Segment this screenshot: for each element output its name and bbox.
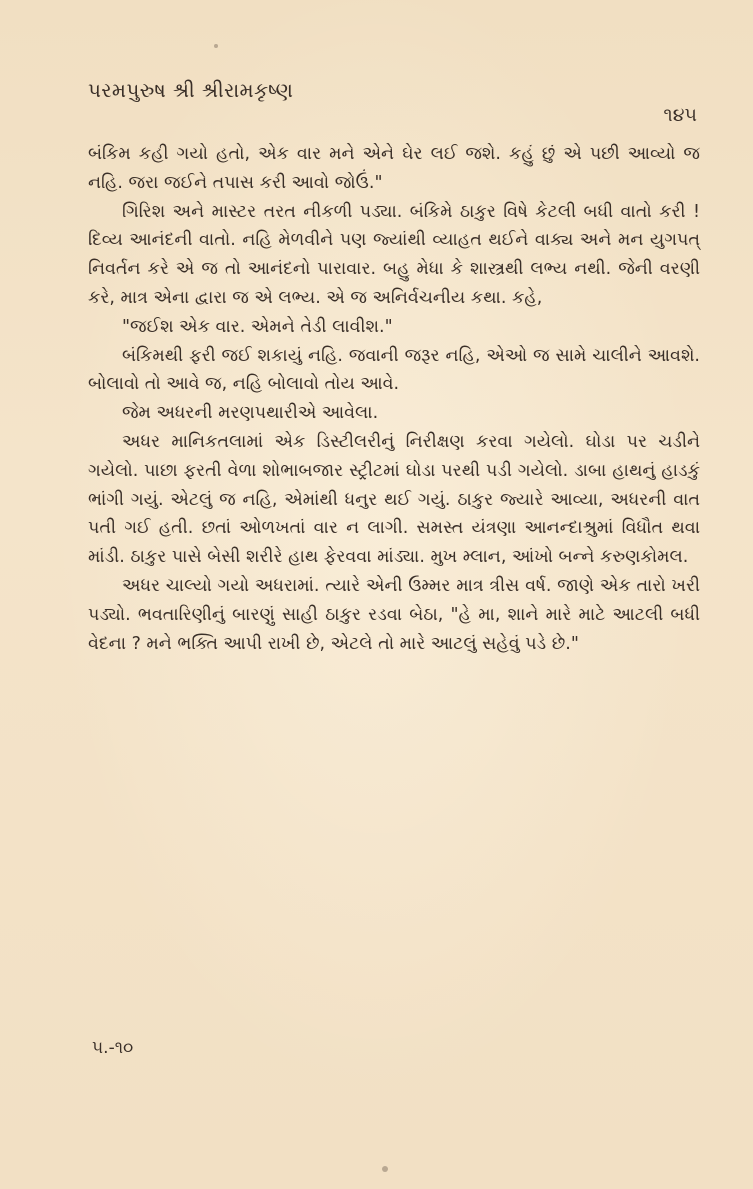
body-text <box>88 140 700 658</box>
paragraph-continuation: બંકિમ કહી ગયો હતો, એક વાર મને એને ઘેર લઈ જશે. કહું છું એ પછી આવ્યો જ નહિ. જરા જઈને તપાસ કરી આવો જોઉં." <box>88 144 700 193</box>
paragraph: બંકિમથી ફરી જઈ શકાયું નહિ. જવાની જરૂર નહિ, એઓ જ સામે ચાલીને આવશે. બોલાવો તો આવે જ, નહિ બોલાવો તોય આવે. <box>88 345 700 395</box>
signature-mark: ૫.-૧૦ <box>92 1038 134 1058</box>
page-number: ૧૪૫ <box>663 104 697 126</box>
paragraph: ગિરિશ અને માસ્ટર તરત નીકળી પડ્યા. બંકિમે ઠાકુર વિષે કેટલી બધી વાતો કરી ! દિવ્ય આનંદની વાતો. નહિ મેળવીને પણ જ્યાંથી વ્યાહત થઈને વાક્ય અને મન યુગપત્ નિવર્તન કરે એ જ તો આનંદનો પારાવાર. બહુ મેધા કે શાસ્ત્રથી લભ્ય નથી. જેની વરણી કરે, માત્ર એના દ્વારા જ એ લભ્ય. એ જ અનિર્વચનીય કથા. કહે, <box>88 201 700 308</box>
paper-speck <box>382 1166 388 1172</box>
paragraph: અધર ચાલ્યો ગયો અધરામાં. ત્યારે એની ઉમ્મર માત્ર ત્રીસ વર્ષ. જાણે એક તારો ખરી પડ્યો. ભવતારિણીનું બારણું સાહી ઠાકુર રડવા બેઠા, "હે મા, શાને મારે માટે આટલી બધી વેદના ? મને ભક્તિ આપી રાખી છે, એટલે તો મારે આટલું સહેવું પડે છે." <box>88 575 700 654</box>
paper-speck <box>214 44 218 48</box>
paragraph: અધર માનિકતલામાં એક ડિસ્ટીલરીનું નિરીક્ષણ કરવા ગયેલો. ઘોડા પર ચડીને ગયેલો. પાછા ફરતી વેળા શોભાબજાર સ્ટ્રીટમાં ઘોડા પરથી પડી ગયેલો. ડાબા હાથનું હાડકું ભાંગી ગયું. એટલું જ નહિ, એમાંથી ધનુર થઈ ગયું. ઠાકુર જ્યારે આવ્યા, અધરની વાત પતી ગઈ હતી. છતાં ઓળખતાં વાર ન લાગી. સમસ્ત યંત્રણા આનન્દાશ્રુમાં વિધૌત થવા માંડી. ઠાકુર પાસે બેસી શરીરે હાથ ફેરવવા માંડ્યા. મુખ મ્લાન, આંખો બન્ને કરુણકોમલ. <box>88 431 700 568</box>
paragraph-quote: "જઈશ એક વાર. એમને તેડી લાવીશ." <box>122 316 393 337</box>
running-title: પરમપુરુષ શ્રી શ્રીરામકૃષ્ણ <box>88 78 294 102</box>
paragraph: જેમ અધરની મરણપથારીએ આવેલા. <box>122 403 379 424</box>
